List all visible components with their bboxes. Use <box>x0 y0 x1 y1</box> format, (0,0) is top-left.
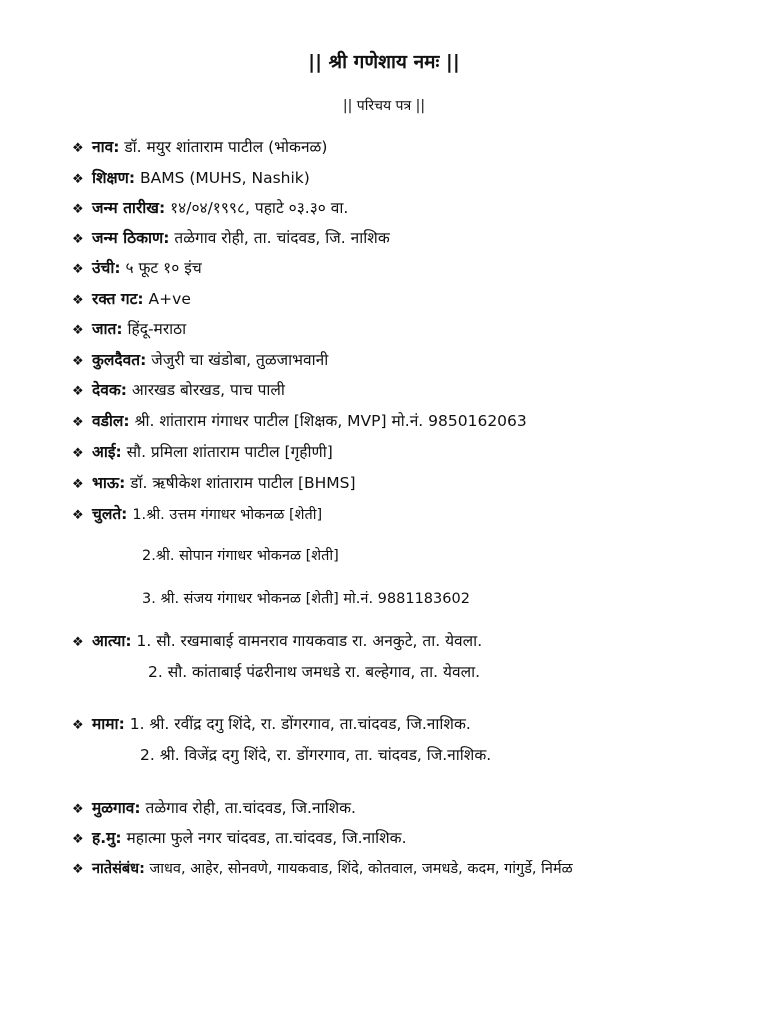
field-label: देवक: <box>92 381 127 399</box>
field-label: मामा: <box>92 715 125 733</box>
bullet-icon: ❖ <box>72 415 84 430</box>
chulte-item: 3. श्री. संजय गंगाधर भोकनळ [शेती] मो.नं. 9881183602 <box>142 591 470 607</box>
field-label: आत्या: <box>92 632 132 650</box>
field-education <box>72 168 310 190</box>
bullet-icon: ❖ <box>72 477 84 492</box>
field-value: ५ फूट १० इंच <box>120 259 202 277</box>
field-current-address <box>72 828 407 850</box>
field-label: भाऊ: <box>92 474 126 492</box>
field-label: शिक्षण: <box>92 169 136 187</box>
field-value: श्री. शांताराम गंगाधर पाटील [शिक्षक, MVP] मो.नं. 9850162063 <box>129 412 527 430</box>
field-caste <box>72 319 186 341</box>
field-value: १४/०४/१९९८, पहाटे ०३.३० वा. <box>165 199 349 217</box>
field-value: A+ve <box>143 290 191 308</box>
field-label: जन्म तारीख: <box>92 199 166 217</box>
field-value: BAMS (MUHS, Nashik) <box>135 169 310 187</box>
atya-item: 2. सौ. कांताबाई पंढरीनाथ जमधडे रा. बल्हेगाव, ता. येवला. <box>148 663 481 681</box>
field-label: रक्त गट: <box>92 290 144 308</box>
field-value: सौ. प्रमिला शांताराम पाटील [गृहीणी] <box>121 443 333 461</box>
bullet-icon: ❖ <box>72 293 84 308</box>
field-mother <box>72 442 333 464</box>
document-subtitle: || परिचय पत्र || <box>342 98 426 114</box>
field-label: वडील: <box>92 412 130 430</box>
field-kuldaivat <box>72 350 328 372</box>
field-label: मुळगाव: <box>92 799 141 817</box>
field-blood-group <box>72 289 191 311</box>
field-label: जात: <box>92 320 123 338</box>
field-relations <box>72 859 573 880</box>
field-label: आई: <box>92 443 122 461</box>
field-mama <box>72 714 471 736</box>
field-height <box>72 258 202 280</box>
field-label: ह.मु: <box>92 829 122 847</box>
field-atya <box>72 631 482 653</box>
bullet-icon: ❖ <box>72 446 84 461</box>
bullet-icon: ❖ <box>72 508 84 523</box>
bullet-icon: ❖ <box>72 718 84 733</box>
field-label: चुलते: <box>92 505 128 523</box>
chulte-item: 1.श्री. उत्तम गंगाधर भोकनळ [शेती] <box>132 507 323 523</box>
field-value: जेजुरी चा खंडोबा, तुळजाभवानी <box>146 351 329 369</box>
field-chulte <box>72 504 322 526</box>
document-title: || श्री गणेशाय नमः || <box>308 51 460 73</box>
field-native-village <box>72 798 356 820</box>
field-value: डॉ. मयुर शांताराम पाटील (भोकनळ) <box>119 138 328 156</box>
field-label: नातेसंबंध: <box>92 861 145 877</box>
mama-item: 1. श्री. रवींद्र दगु शिंदे, रा. डोंगरगाव, ता.चांदवड, जि.नाशिक. <box>129 715 471 733</box>
field-value: तळेगाव रोही, ता. चांदवड, जि. नाशिक <box>169 229 390 247</box>
bullet-icon: ❖ <box>72 802 84 817</box>
chulte-item: 2.श्री. सोपान गंगाधर भोकनळ [शेती] <box>142 548 339 564</box>
bullet-icon: ❖ <box>72 323 84 338</box>
field-label: कुलदैवत: <box>92 351 147 369</box>
field-value: हिंदू-मराठा <box>122 320 187 338</box>
field-name <box>72 137 327 159</box>
field-value: तळेगाव रोही, ता.चांदवड, जि.नाशिक. <box>140 799 356 817</box>
bullet-icon: ❖ <box>72 862 84 877</box>
bullet-icon: ❖ <box>72 354 84 369</box>
atya-item: 1. सौ. रखमाबाई वामनराव गायकवाड रा. अनकुटे, ता. येवला. <box>136 632 483 650</box>
bullet-icon: ❖ <box>72 202 84 217</box>
bullet-icon: ❖ <box>72 384 84 399</box>
field-value: जाधव, आहेर, सोनवणे, गायकवाड, शिंदे, कोतवाल, जमधडे, कदम, गांगुर्डे, निर्मळ <box>144 861 573 877</box>
bullet-icon: ❖ <box>72 832 84 847</box>
field-brother <box>72 473 356 495</box>
field-label: उंची: <box>92 259 121 277</box>
field-devak <box>72 380 285 402</box>
field-birth-date <box>72 198 348 220</box>
bullet-icon: ❖ <box>72 262 84 277</box>
field-value: महात्मा फुले नगर चांदवड, ता.चांदवड, जि.नाशिक. <box>121 829 407 847</box>
field-label: जन्म ठिकाण: <box>92 229 170 247</box>
field-father <box>72 411 527 433</box>
field-value: आरखड बोरखड, पाच पाली <box>126 381 285 399</box>
bullet-icon: ❖ <box>72 141 84 156</box>
field-birth-place <box>72 228 390 250</box>
bullet-icon: ❖ <box>72 635 84 650</box>
mama-item: 2. श्री. विजेंद्र दगु शिंदे, रा. डोंगरगाव, ता. चांदवड, जि.नाशिक. <box>140 746 492 764</box>
bullet-icon: ❖ <box>72 232 84 247</box>
bullet-icon: ❖ <box>72 172 84 187</box>
field-label: नाव: <box>92 138 120 156</box>
field-value: डॉ. ऋषीकेश शांताराम पाटील [BHMS] <box>125 474 356 492</box>
